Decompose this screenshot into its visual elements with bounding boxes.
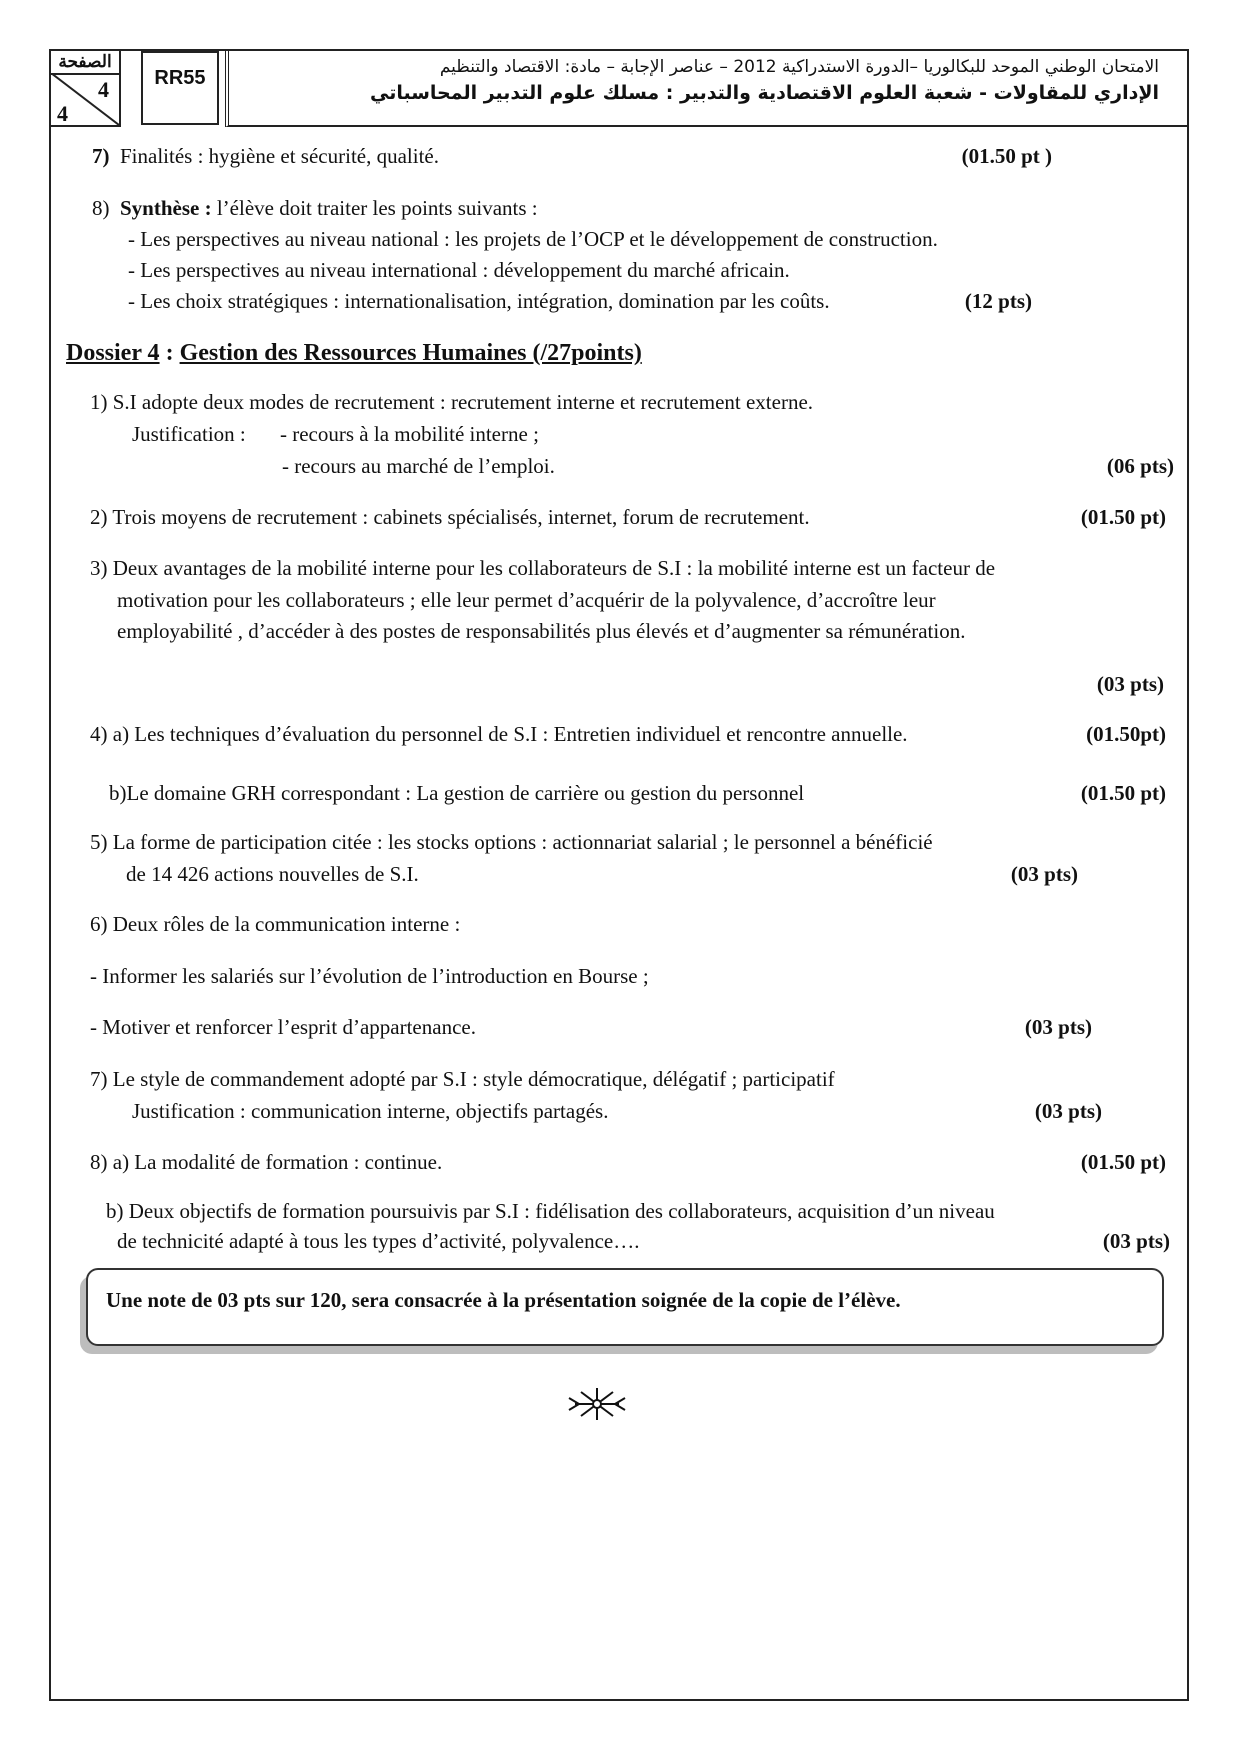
d8b-points: (03 pts)	[1102, 1229, 1170, 1253]
q8-heading	[120, 194, 538, 222]
d8b-line-2: de technicité adapté à tous les types d’activité, polyvalence….	[117, 1229, 640, 1253]
d3-line-1: 3) Deux avantages de la mobilité interne pour les collaborateurs de S.I : la mobilité interne est un facteur de	[90, 556, 996, 580]
q8-item-2: - Les perspectives au niveau international : développement du marché africain.	[128, 258, 790, 282]
exam-title	[225, 49, 1189, 127]
d2-points: (01.50 pt)	[1080, 505, 1166, 529]
header	[49, 49, 1189, 129]
exam-code: RR55	[141, 51, 219, 125]
d8a-text: 8) a) La modalité de formation : continue.	[90, 1150, 443, 1174]
d7-text: 7) Le style de commandement adopté par S.I : style démocratique, délégatif ; participatif	[90, 1067, 835, 1091]
q8-points: (12 pts)	[964, 289, 1032, 313]
d7-justification: Justification : communication interne, objectifs partagés.	[132, 1099, 609, 1123]
dossier-label: Dossier 4	[66, 340, 160, 366]
page-number-box	[49, 49, 121, 127]
d3-line-2: motivation pour les collaborateurs ; elle leur permet d’acquérir de la polyvalence, d’accroître leur	[117, 588, 936, 612]
d4a-text: 4) a) Les techniques d’évaluation du personnel de S.I : Entretien individuel et rencontre annuelle.	[90, 722, 908, 746]
d1-points: (06 pts)	[1106, 454, 1174, 478]
d5-line-2: de 14 426 actions nouvelles de S.I.	[126, 862, 419, 886]
d1-justification-2: - recours au marché de l’emploi.	[282, 454, 555, 478]
asterisk-ornament-icon	[567, 1384, 627, 1424]
exam-title-line2: الإداري للمقاولات - شعبة العلوم الاقتصادية والتدبير : مسلك علوم التدبير المحاسباتي	[369, 82, 1159, 104]
d1-justification-1: - recours à la mobilité interne ;	[280, 422, 539, 446]
presentation-note: Une note de 03 pts sur 120, sera consacrée à la présentation soignée de la copie de l’élève.	[106, 1288, 901, 1312]
q8-number: 8)	[92, 196, 110, 220]
d5-points: (03 pts)	[1010, 862, 1078, 886]
dossier-heading	[66, 339, 642, 367]
q7-points: (01.50 pt )	[961, 144, 1052, 168]
d5-line-1: 5) La forme de participation citée : les stocks options : actionnariat salarial ; le personnel a bénéficié	[90, 830, 933, 854]
d1-justification-label: Justification :	[132, 422, 246, 446]
d8a-points: (01.50 pt)	[1080, 1150, 1166, 1174]
d8b-line-1: b) Deux objectifs de formation poursuivis par S.I : fidélisation des collaborateurs, acquisition d’un niveau	[106, 1199, 995, 1223]
q7-number: 7)	[92, 144, 110, 168]
q7-text: Finalités : hygiène et sécurité, qualité.	[120, 144, 439, 168]
q8-item-1: - Les perspectives au niveau national : les projets de l’OCP et le développement de construction.	[128, 227, 938, 251]
q8-item-3: - Les choix stratégiques : internationalisation, intégration, domination par les coûts.	[128, 289, 830, 313]
d6-item-2: - Motiver et renforcer l’esprit d’appartenance.	[90, 1015, 476, 1039]
page-current: 4	[98, 77, 109, 102]
d4b-points: (01.50 pt)	[1080, 781, 1166, 805]
d6-text: 6) Deux rôles de la communication interne :	[90, 912, 461, 936]
d4b-text: b)Le domaine GRH correspondant : La gestion de carrière ou gestion du personnel	[109, 781, 805, 805]
d3-line-3: employabilité , d’accéder à des postes de responsabilités plus élevés et d’augmenter sa rémunération.	[117, 619, 966, 643]
d1-text: 1) S.I adopte deux modes de recrutement : recrutement interne et recrutement externe.	[90, 390, 814, 414]
q8-label: Synthèse :	[120, 196, 212, 220]
d6-item-1: - Informer les salariés sur l’évolution de l’introduction en Bourse ;	[90, 964, 649, 988]
d6-points: (03 pts)	[1024, 1015, 1092, 1039]
d4a-points: (01.50pt)	[1086, 722, 1166, 746]
exam-title-line1: الامتحان الوطني الموحد للبكالوريا –الدورة الاستدراكية 2012 – عناصر الإجابة – مادة: الاقتصاد والتنظيم	[439, 57, 1159, 77]
dossier-separator: :	[159, 340, 180, 366]
page-label: الصفحة	[51, 51, 119, 75]
d7-points: (03 pts)	[1034, 1099, 1102, 1123]
presentation-note-box	[86, 1268, 1164, 1346]
dossier-title: Gestion des Ressources Humaines (/27points)	[179, 340, 642, 366]
page-total: 4	[57, 101, 68, 126]
q8-text: l’élève doit traiter les points suivants :	[211, 196, 538, 220]
d3-points: (03 pts)	[1096, 672, 1164, 696]
d2-text: 2) Trois moyens de recrutement : cabinets spécialisés, internet, forum de recrutement.	[90, 505, 810, 529]
